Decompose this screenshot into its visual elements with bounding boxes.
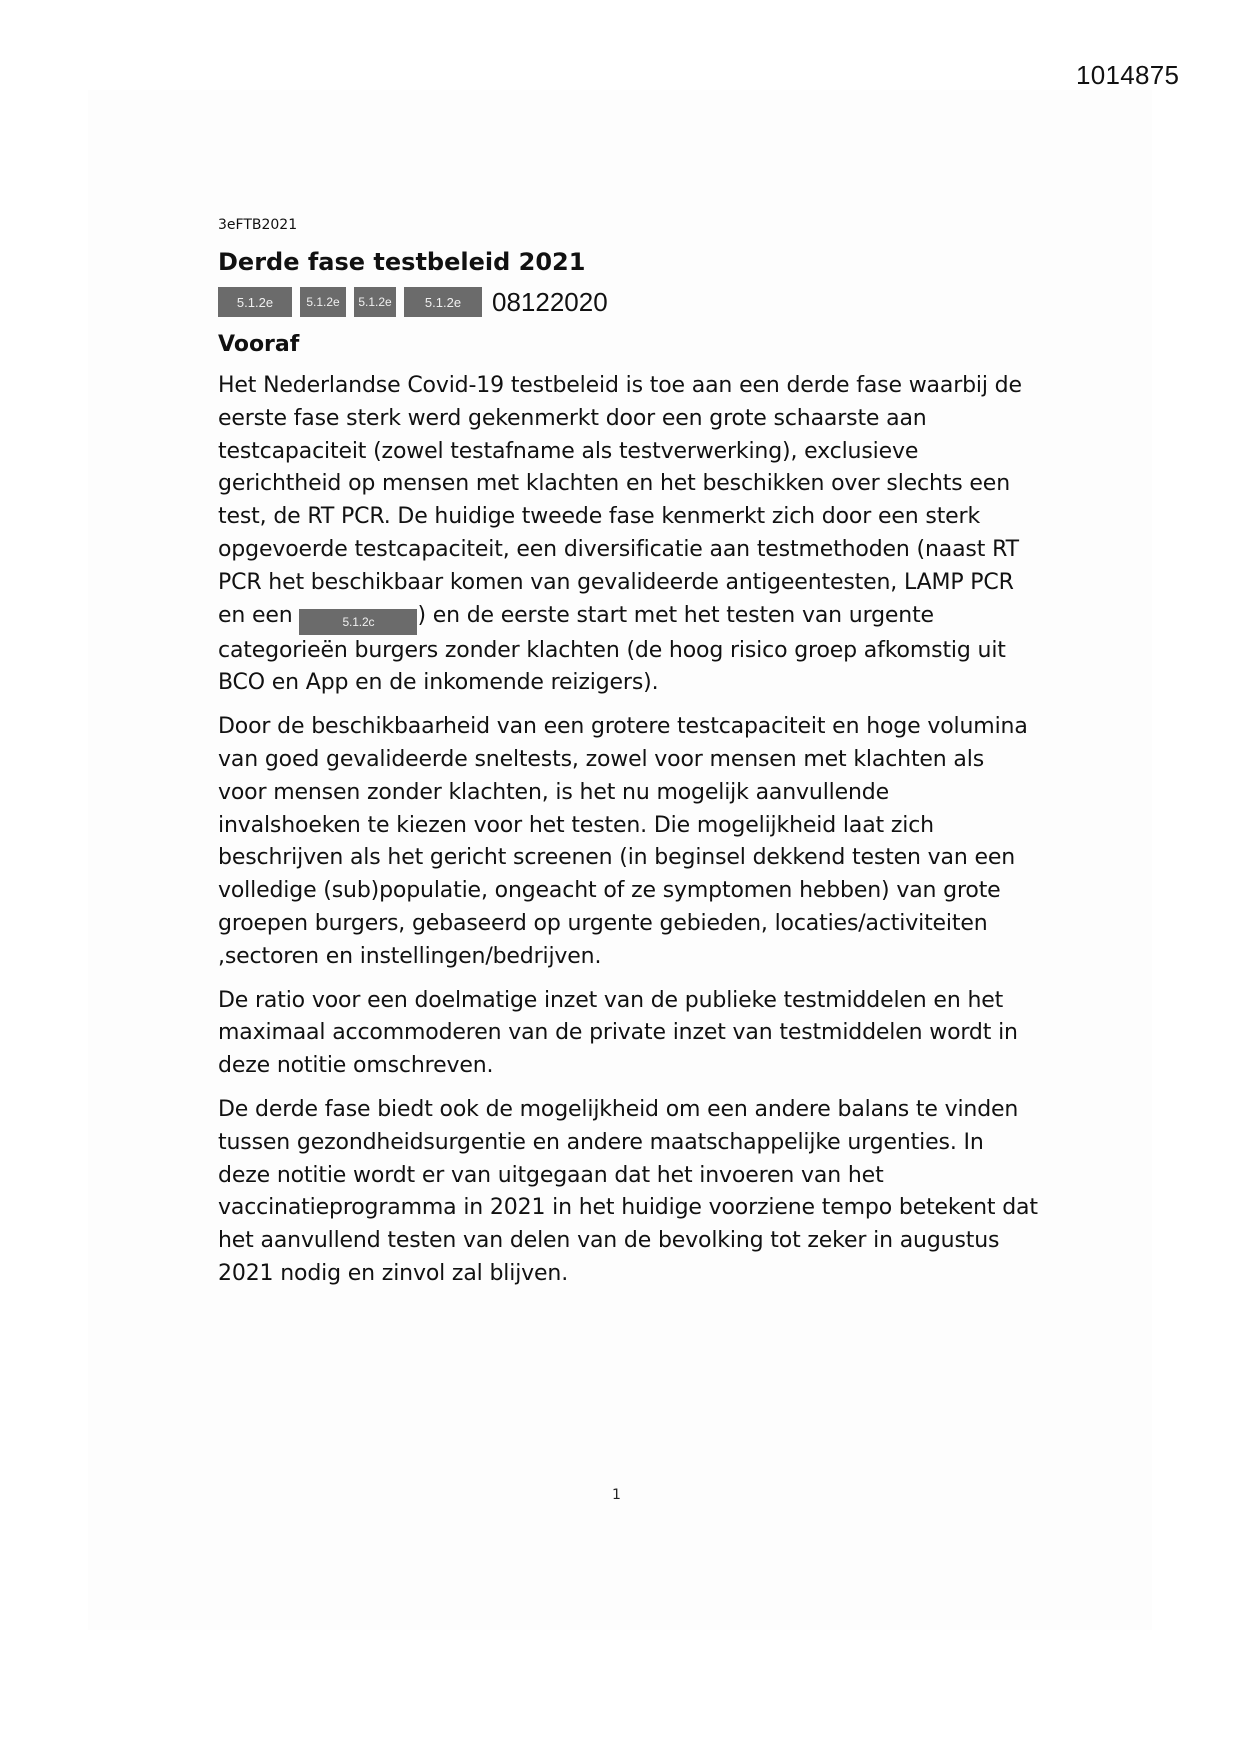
paragraph-2: Door de beschikbaarheid van een grotere testcapaciteit en hoge volumina van goed gevalideerde sneltests, zowel voor mensen met klachten als voor mensen zonder klachten, is het nu mogelijk aanvullende invalshoeken te kiezen voor het testen. Die mogelijkheid laat zich beschrijven als het gericht screenen (in beginsel dekkend testen van een volledige (sub)populatie, ongeacht of ze symptomen hebben) van grote groepen burgers, gebaseerd op urgente gebieden, locaties/activiteiten ,sectoren en instellingen/bedrijven.	[218, 714, 1028, 969]
paragraph-text: ) en de eerste start met het testen van urgente categorieën burgers zonder klachten (de hoog risico groep afkomstig uit BCO en App en de inkomende reizigers).	[218, 602, 1006, 696]
page-number: 1	[612, 1487, 621, 1503]
document-number: 1014875	[1076, 60, 1180, 90]
author-date-row	[218, 286, 1038, 318]
section-heading: Vooraf	[218, 332, 300, 357]
redaction-block: 5.1.2e	[300, 287, 346, 317]
document-title: Derde fase testbeleid 2021	[218, 248, 586, 276]
reference-code: 3eFTB2021	[218, 217, 298, 233]
redaction-block: 5.1.2e	[404, 287, 482, 317]
document-date: 08122020	[492, 286, 608, 317]
redaction-block: 5.1.2e	[354, 287, 396, 317]
document-body	[218, 216, 1038, 1291]
redaction-block: 5.1.2e	[218, 287, 292, 317]
paragraph-4: De derde fase biedt ook de mogelijkheid om een andere balans te vinden tussen gezondheidsurgentie en andere maatschappelijke urgenties. In deze notitie wordt er van uitgegaan dat het invoeren van het vaccinatieprogramma in 2021 in het huidige voorziene tempo betekent dat het aanvullend testen van delen van de bevolking tot zeker in augustus 2021 nodig en zinvol zal blijven.	[218, 1096, 1038, 1286]
paragraph-3: De ratio voor een doelmatige inzet van de publieke testmiddelen en het maximaal accommoderen van de private inzet van testmiddelen wordt in deze notitie omschreven.	[218, 987, 1018, 1079]
paragraph-text: Het Nederlandse Covid-19 testbeleid is toe aan een derde fase waarbij de eerste fase sterk werd gekenmerkt door een grote schaarste aan testcapaciteit (zowel testafname als testverwerking), exclusieve gerichtheid op mensen met klachten en het beschikken over slechts een test, de RT PCR. De huidige tweede fase kenmerkt zich door een sterk opgevoerde testcapaciteit, een diversificatie aan testmethoden (naast RT PCR het beschikbaar komen van gevalideerde antigeentesten, LAMP PCR en een	[218, 373, 1022, 628]
paragraph-1	[218, 370, 1038, 700]
inline-redaction-block: 5.1.2c	[299, 609, 417, 635]
